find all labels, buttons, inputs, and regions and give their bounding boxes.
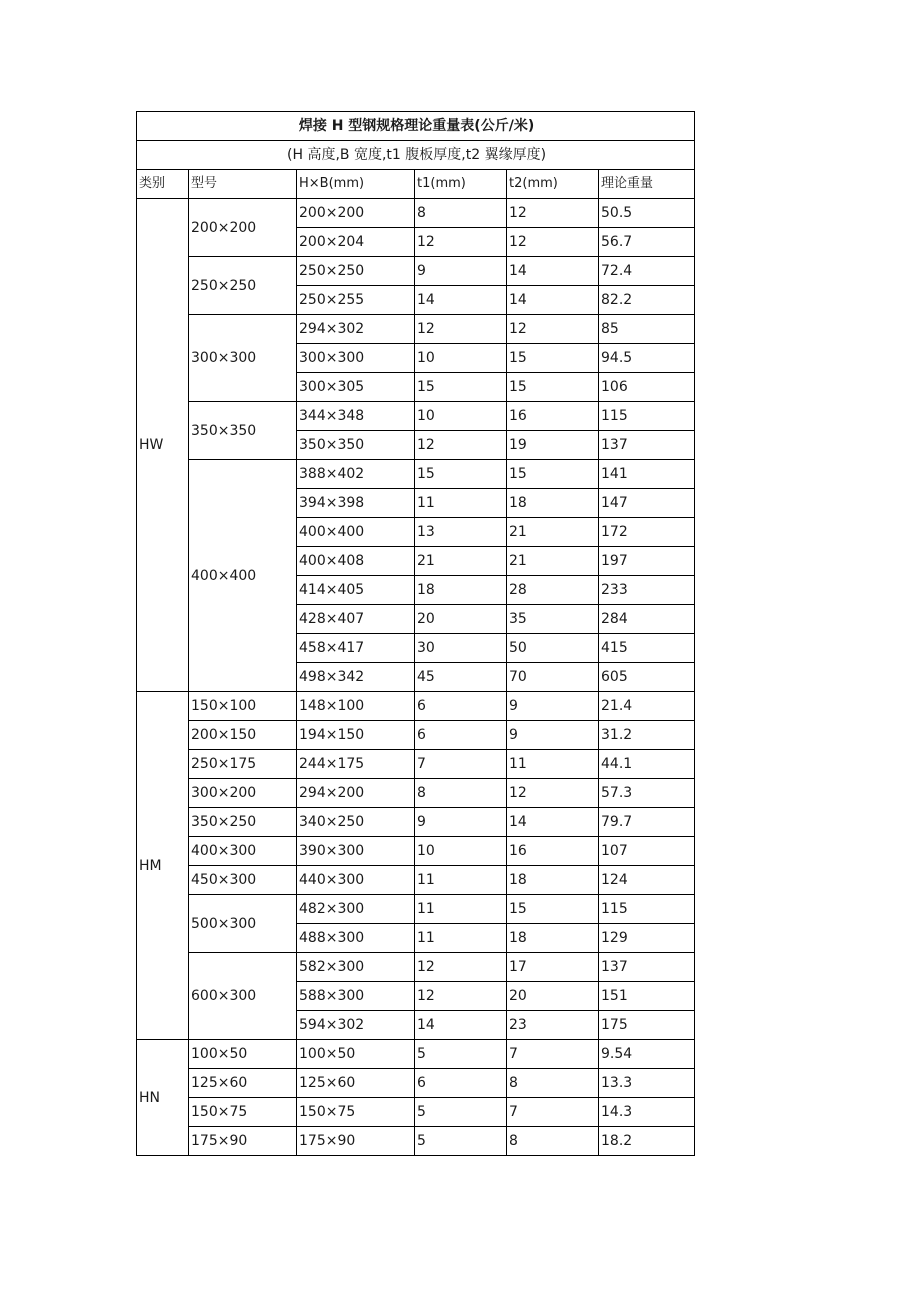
weight-cell: 31.2 [599,721,695,750]
t1-cell: 8 [415,779,507,808]
t1-cell: 13 [415,518,507,547]
weight-cell: 50.5 [599,199,695,228]
t2-cell: 11 [507,750,599,779]
t2-cell: 35 [507,605,599,634]
dimensions-cell: 414×405 [297,576,415,605]
weight-cell: 72.4 [599,257,695,286]
model-cell: 600×300 [189,953,297,1040]
t2-cell: 18 [507,489,599,518]
dimensions-cell: 100×50 [297,1040,415,1069]
t2-cell: 8 [507,1127,599,1156]
weight-cell: 79.7 [599,808,695,837]
t2-cell: 15 [507,373,599,402]
table-subtitle: (H 高度,B 宽度,t1 腹板厚度,t2 翼缘厚度) [137,141,695,170]
weight-cell: 147 [599,489,695,518]
weight-cell: 9.54 [599,1040,695,1069]
weight-cell: 57.3 [599,779,695,808]
t1-cell: 14 [415,1011,507,1040]
t2-cell: 20 [507,982,599,1011]
dimensions-cell: 200×204 [297,228,415,257]
t1-cell: 11 [415,866,507,895]
model-cell: 250×175 [189,750,297,779]
weight-cell: 13.3 [599,1069,695,1098]
t1-cell: 11 [415,924,507,953]
model-cell: 100×50 [189,1040,297,1069]
t1-cell: 10 [415,344,507,373]
weight-cell: 137 [599,953,695,982]
weight-cell: 44.1 [599,750,695,779]
t1-cell: 9 [415,808,507,837]
t2-cell: 12 [507,228,599,257]
model-cell: 200×200 [189,199,297,257]
t1-cell: 11 [415,895,507,924]
t2-cell: 14 [507,808,599,837]
weight-cell: 233 [599,576,695,605]
table-row [137,750,695,779]
model-cell: 150×75 [189,1098,297,1127]
model-cell: 400×400 [189,460,297,692]
table-title: 焊接 H 型钢规格理论重量表(公斤/米) [137,112,695,141]
dimensions-cell: 440×300 [297,866,415,895]
dimensions-cell: 350×350 [297,431,415,460]
model-cell: 125×60 [189,1069,297,1098]
dimensions-cell: 458×417 [297,634,415,663]
t1-cell: 7 [415,750,507,779]
t1-cell: 10 [415,402,507,431]
t1-cell: 6 [415,721,507,750]
t2-cell: 16 [507,837,599,866]
dimensions-cell: 340×250 [297,808,415,837]
model-cell: 350×350 [189,402,297,460]
dimensions-cell: 388×402 [297,460,415,489]
dimensions-cell: 194×150 [297,721,415,750]
t1-cell: 15 [415,460,507,489]
table-row [137,199,695,228]
t1-cell: 12 [415,953,507,982]
weight-cell: 85 [599,315,695,344]
dimensions-cell: 588×300 [297,982,415,1011]
table-row [137,779,695,808]
model-cell: 300×200 [189,779,297,808]
header-t2: t2(mm) [507,170,599,199]
t2-cell: 14 [507,257,599,286]
header-row [137,170,695,199]
weight-cell: 56.7 [599,228,695,257]
t1-cell: 45 [415,663,507,692]
weight-cell: 115 [599,402,695,431]
weight-cell: 151 [599,982,695,1011]
t2-cell: 28 [507,576,599,605]
t2-cell: 21 [507,518,599,547]
table-row [137,895,695,924]
t2-cell: 19 [507,431,599,460]
dimensions-cell: 250×255 [297,286,415,315]
dimensions-cell: 250×250 [297,257,415,286]
t1-cell: 14 [415,286,507,315]
weight-cell: 605 [599,663,695,692]
weight-cell: 21.4 [599,692,695,721]
t2-cell: 12 [507,779,599,808]
weight-cell: 137 [599,431,695,460]
t1-cell: 8 [415,199,507,228]
table-row [137,1127,695,1156]
model-cell: 175×90 [189,1127,297,1156]
model-cell: 400×300 [189,837,297,866]
weight-cell: 106 [599,373,695,402]
t1-cell: 6 [415,1069,507,1098]
t1-cell: 9 [415,257,507,286]
table-row [137,866,695,895]
t2-cell: 9 [507,721,599,750]
dimensions-cell: 400×408 [297,547,415,576]
t2-cell: 18 [507,866,599,895]
t2-cell: 7 [507,1098,599,1127]
t2-cell: 15 [507,460,599,489]
dimensions-cell: 394×398 [297,489,415,518]
t1-cell: 5 [415,1127,507,1156]
weight-cell: 82.2 [599,286,695,315]
dimensions-cell: 594×302 [297,1011,415,1040]
header-category: 类别 [137,170,189,199]
dimensions-cell: 150×75 [297,1098,415,1127]
weight-cell: 175 [599,1011,695,1040]
dimensions-cell: 428×407 [297,605,415,634]
t2-cell: 70 [507,663,599,692]
t2-cell: 23 [507,1011,599,1040]
category-cell: HW [137,199,189,692]
weight-cell: 172 [599,518,695,547]
weight-cell: 415 [599,634,695,663]
t2-cell: 12 [507,315,599,344]
table-row [137,692,695,721]
header-model: 型号 [189,170,297,199]
dimensions-cell: 244×175 [297,750,415,779]
t2-cell: 17 [507,953,599,982]
weight-cell: 107 [599,837,695,866]
t2-cell: 12 [507,199,599,228]
t2-cell: 7 [507,1040,599,1069]
weight-cell: 94.5 [599,344,695,373]
model-cell: 350×250 [189,808,297,837]
header-dimensions: H×B(mm) [297,170,415,199]
header-weight: 理论重量 [599,170,695,199]
model-cell: 250×250 [189,257,297,315]
t2-cell: 8 [507,1069,599,1098]
table-row [137,402,695,431]
weight-cell: 115 [599,895,695,924]
table-row [137,953,695,982]
category-cell: HM [137,692,189,1040]
t1-cell: 20 [415,605,507,634]
dimensions-cell: 300×305 [297,373,415,402]
t1-cell: 5 [415,1040,507,1069]
table-row [137,721,695,750]
table-row [137,1098,695,1127]
weight-cell: 14.3 [599,1098,695,1127]
dimensions-cell: 300×300 [297,344,415,373]
dimensions-cell: 148×100 [297,692,415,721]
t2-cell: 9 [507,692,599,721]
t1-cell: 30 [415,634,507,663]
t1-cell: 6 [415,692,507,721]
t1-cell: 18 [415,576,507,605]
t1-cell: 5 [415,1098,507,1127]
weight-cell: 197 [599,547,695,576]
model-cell: 300×300 [189,315,297,402]
model-cell: 200×150 [189,721,297,750]
dimensions-cell: 582×300 [297,953,415,982]
weight-cell: 124 [599,866,695,895]
weight-cell: 141 [599,460,695,489]
t1-cell: 10 [415,837,507,866]
category-cell: HN [137,1040,189,1156]
dimensions-cell: 294×200 [297,779,415,808]
header-t1: t1(mm) [415,170,507,199]
dimensions-cell: 498×342 [297,663,415,692]
weight-cell: 18.2 [599,1127,695,1156]
t2-cell: 18 [507,924,599,953]
model-cell: 500×300 [189,895,297,953]
weight-cell: 284 [599,605,695,634]
t1-cell: 12 [415,431,507,460]
model-cell: 450×300 [189,866,297,895]
dimensions-cell: 488×300 [297,924,415,953]
t1-cell: 15 [415,373,507,402]
table-row [137,1040,695,1069]
table-row [137,257,695,286]
dimensions-cell: 200×200 [297,199,415,228]
t2-cell: 16 [507,402,599,431]
dimensions-cell: 344×348 [297,402,415,431]
dimensions-cell: 294×302 [297,315,415,344]
t1-cell: 21 [415,547,507,576]
table-row [137,837,695,866]
t1-cell: 12 [415,228,507,257]
h-beam-weight-table [136,111,695,1156]
dimensions-cell: 175×90 [297,1127,415,1156]
weight-cell: 129 [599,924,695,953]
t1-cell: 12 [415,982,507,1011]
dimensions-cell: 482×300 [297,895,415,924]
table-row [137,1069,695,1098]
dimensions-cell: 400×400 [297,518,415,547]
table-row [137,315,695,344]
t2-cell: 15 [507,344,599,373]
table-row [137,808,695,837]
t2-cell: 50 [507,634,599,663]
t2-cell: 21 [507,547,599,576]
t2-cell: 15 [507,895,599,924]
t1-cell: 12 [415,315,507,344]
model-cell: 150×100 [189,692,297,721]
dimensions-cell: 125×60 [297,1069,415,1098]
t1-cell: 11 [415,489,507,518]
t2-cell: 14 [507,286,599,315]
table-row [137,460,695,489]
dimensions-cell: 390×300 [297,837,415,866]
